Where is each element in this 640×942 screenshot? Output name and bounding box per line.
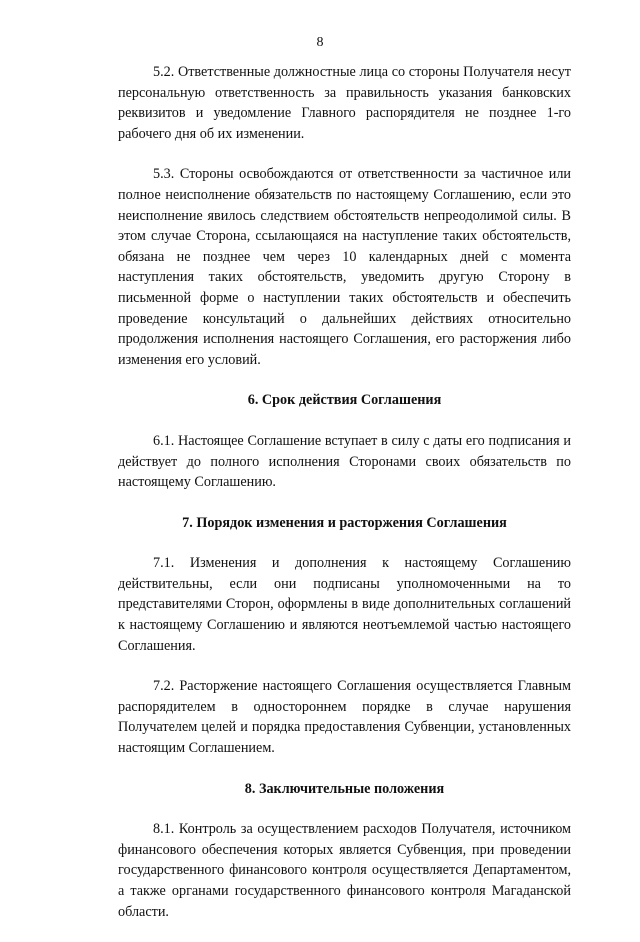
document-body [118, 62, 571, 942]
paragraph-5-3: 5.3. Стороны освобождаются от ответственности за частичное или полное неисполнение обязательств по настоящему Соглашению, если это неисполнение явилось следствием обстоятельств непреодолимой силы. В этом случае Сторона, ссылающаяся на наступление таких обстоятельств, обязана не позднее чем через 10 календарных дней с момента наступления таких обстоятельств, уведомить другую Сторону в письменной форме о наступлении таких обстоятельств и обеспечить проведение консультаций о дальнейших действиях относительно продолжения исполнения настоящего Соглашения, его расторжения либо изменения его условий. [118, 166, 571, 368]
paragraph-8-1: 8.1. Контроль за осуществлением расходов Получателя, источником финансового обеспечения которых является Субвенция, при проведении государственного финансового контроля осуществляется Департаментом, а также органами государственного финансового контроля Магаданской области. [118, 821, 571, 920]
section-heading-8: 8. Заключительные положения [244, 780, 445, 797]
paragraph-7-1: 7.1. Изменения и дополнения к настоящему Соглашению действительны, если они подписаны уполномоченными на то представителями Сторон, оформлены в виде дополнительных соглашений к настоящему Соглашению и являются неотъемлемой частью настоящего Соглашения. [118, 555, 571, 654]
paragraph-7-2: 7.2. Расторжение настоящего Соглашения осуществляется Главным распорядителем в одностороннем порядке в случае нарушения Получателем целей и порядка предоставления Субвенции, установленных настоящим Соглашением. [118, 678, 571, 757]
paragraph-6-1: 6.1. Настоящее Соглашение вступает в силу с даты его подписания и действует до полного исполнения Сторонами своих обязательств по настоящему Соглашению. [118, 432, 571, 491]
paragraph-5-2: 5.2. Ответственные должностные лица со стороны Получателя несут персональную ответственность за правильность указания банковских реквизитов и уведомление Главного распорядителя не позднее 1-го рабочего дня об их изменении. [118, 64, 571, 142]
page-number: 8 [316, 35, 324, 50]
section-heading-6: 6. Срок действия Соглашения [247, 392, 442, 409]
section-heading-7: 7. Порядок изменения и расторжения Соглашения [182, 514, 507, 531]
